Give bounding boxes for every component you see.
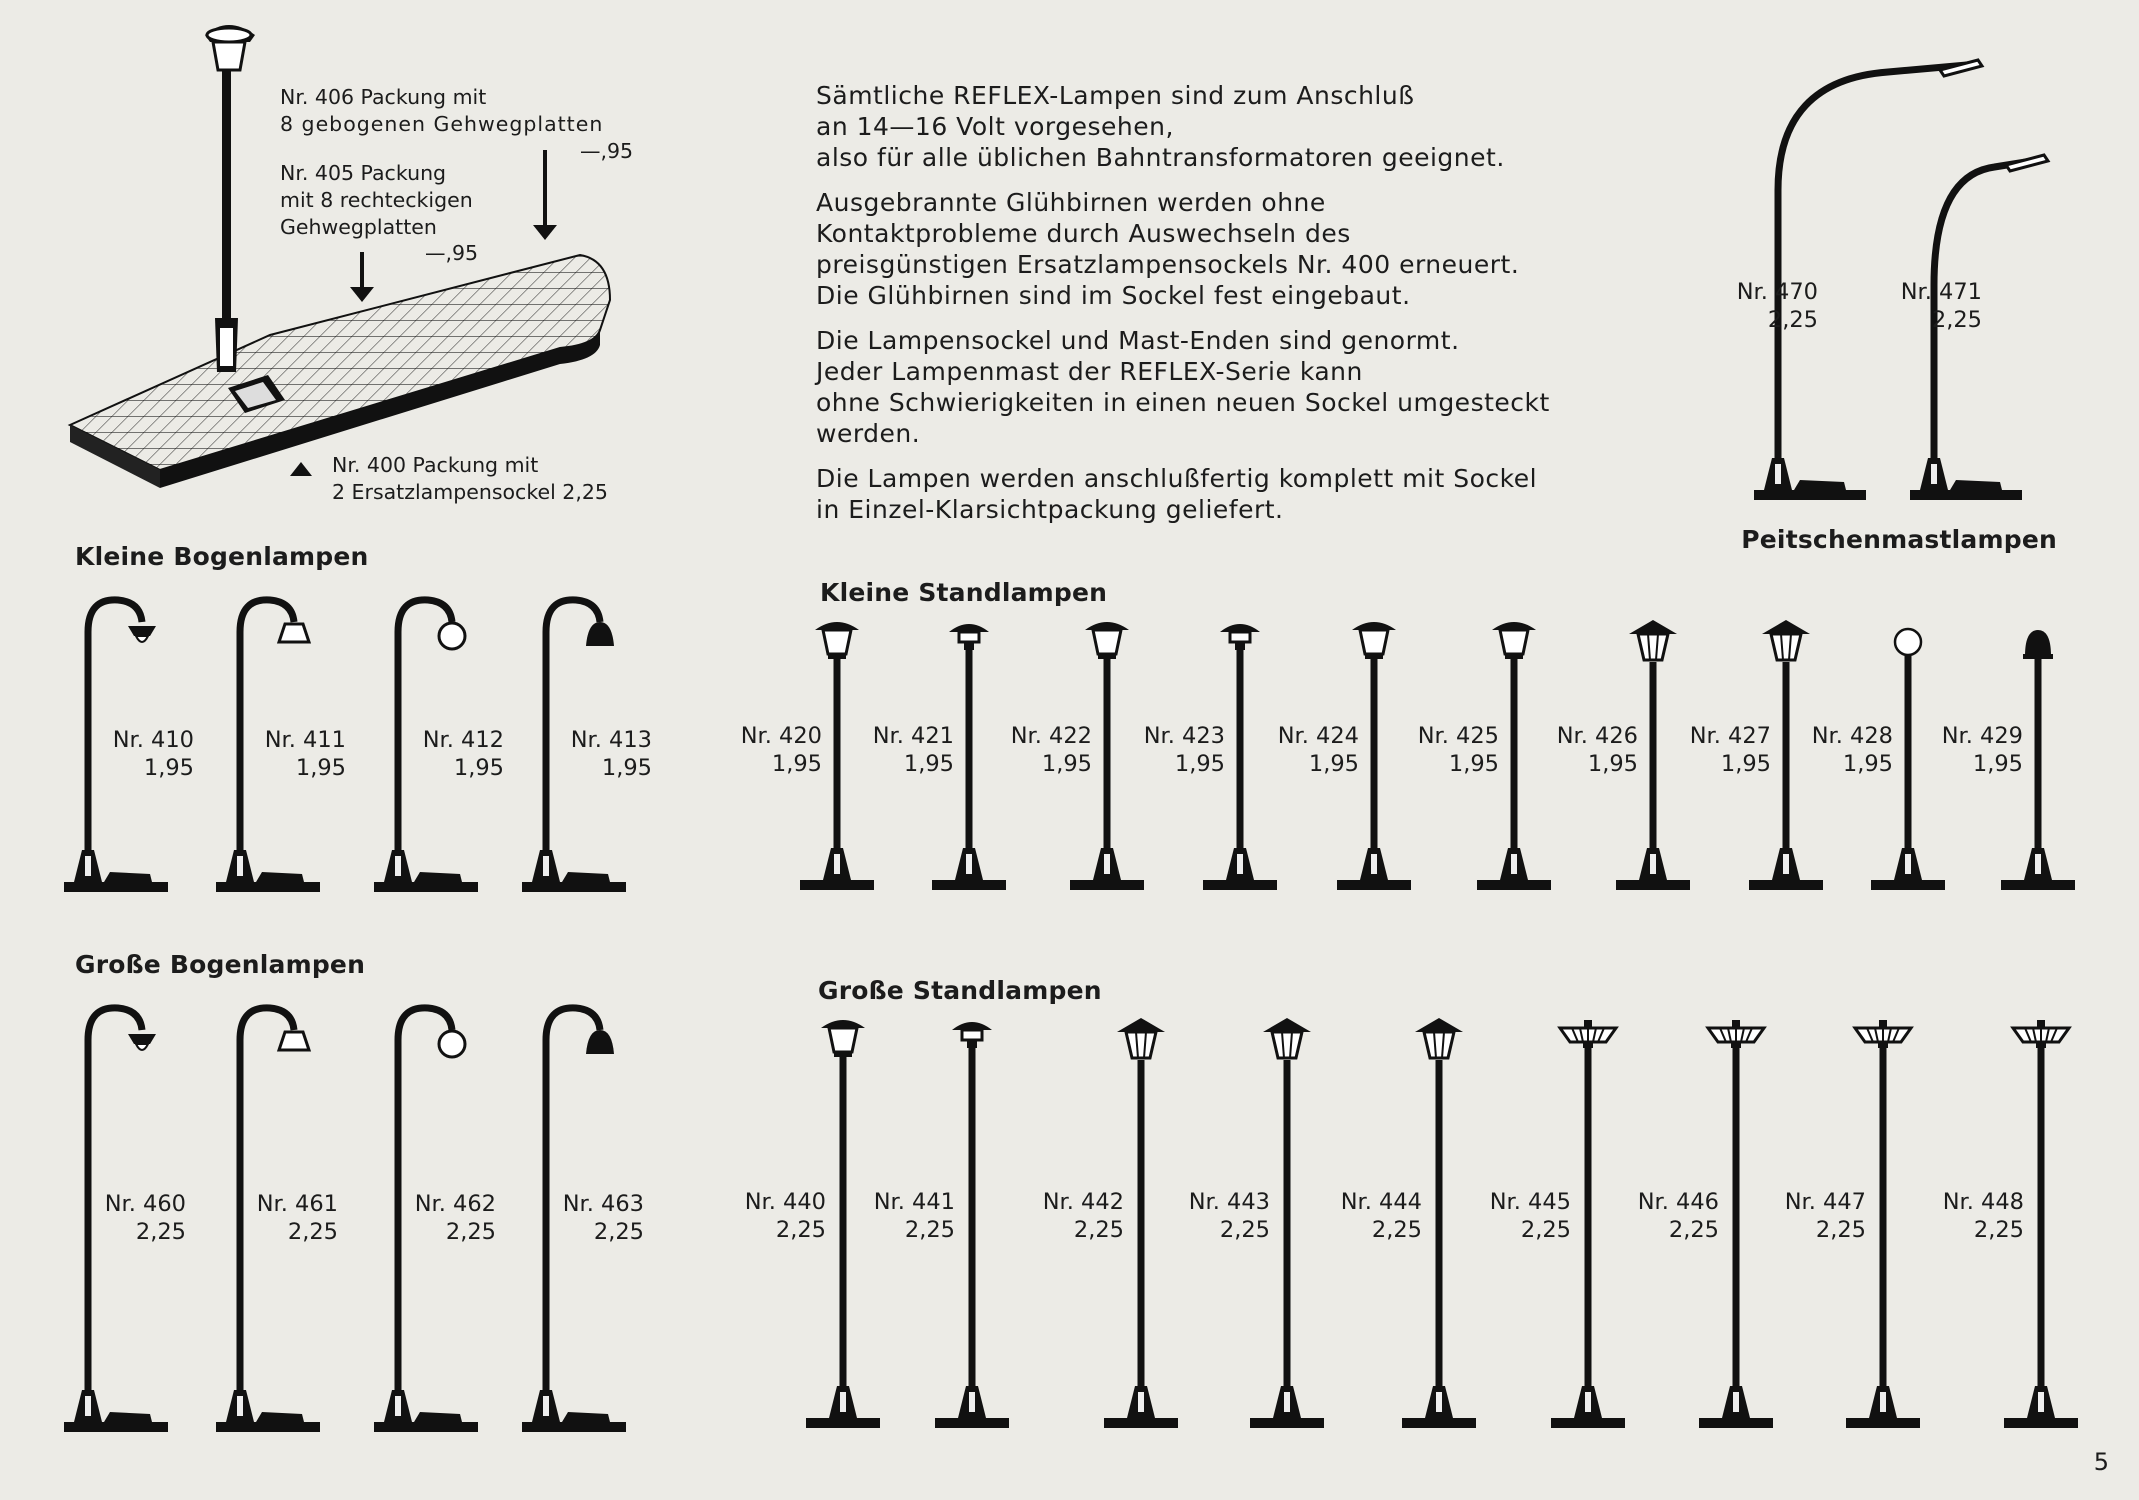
bow-lamp-412-label	[423, 726, 504, 782]
heading-peitschenmastlampen: Peitschenmastlampen	[1741, 525, 2057, 554]
item-price: 2,25	[1668, 1217, 1719, 1243]
item-number: Nr. 445	[1489, 1189, 1571, 1215]
nr400-line1: Nr. 400 Packung mit	[332, 453, 539, 477]
item-price: 1,95	[1720, 751, 1771, 777]
item-price: 2,25	[1520, 1217, 1571, 1243]
item-number: Nr. 446	[1637, 1189, 1719, 1215]
page-number: 5	[2093, 1448, 2109, 1476]
sidewalk-illustration	[0, 0, 640, 520]
item-price: 1,95	[143, 755, 194, 781]
item-number: Nr. 447	[1784, 1189, 1866, 1215]
item-price: 2,25	[904, 1217, 955, 1243]
item-price: 2,25	[135, 1219, 186, 1245]
stand-lamp-440-label	[745, 1188, 826, 1244]
whip-lamp-471-label	[1901, 278, 1982, 334]
item-number: Nr. 410	[112, 727, 194, 753]
stand-lamp-425-label	[1418, 722, 1499, 778]
bow-lamp-411-label	[265, 726, 346, 782]
stand-lamp-447-label	[1785, 1188, 1866, 1244]
item-number: Nr. 421	[872, 723, 954, 749]
bow-lamp-461-label	[257, 1190, 338, 1246]
stand-lamp-420-label	[741, 722, 822, 778]
item-price: 2,25	[1219, 1217, 1270, 1243]
stand-lamp-427-label	[1690, 722, 1771, 778]
item-price: 2,25	[1767, 307, 1818, 333]
item-number: Nr. 427	[1689, 723, 1771, 749]
heading-kleine-standlampen: Kleine Standlampen	[820, 578, 1108, 607]
item-number: Nr. 423	[1143, 723, 1225, 749]
bow-lamp-460-label	[105, 1190, 186, 1246]
item-price: 1,95	[1448, 751, 1499, 777]
stand-lamp-426-label	[1557, 722, 1638, 778]
item-number: Nr. 460	[104, 1191, 186, 1217]
nr406-line1: Nr. 406 Packung mit	[280, 85, 487, 109]
intro-paragraph-2: Ausgebrannte Glühbirnen werden ohne Kontaktprobleme durch Auswechseln des preisgünstigen Ersatzlampensockels Nr. 400 erneuert. Die Glühbirnen sind im Sockel fest eingebaut.	[816, 188, 1520, 310]
item-number: Nr. 463	[562, 1191, 644, 1217]
intro-paragraph-4: Die Lampen werden anschlußfertig komplett mit Sockel in Einzel-Klarsichtpackung geliefert.	[816, 464, 1538, 524]
item-price: 1,95	[1587, 751, 1638, 777]
nr405-text	[280, 160, 473, 241]
item-number: Nr. 462	[414, 1191, 496, 1217]
item-number: Nr. 422	[1010, 723, 1092, 749]
item-number: Nr. 420	[740, 723, 822, 749]
nr406-price: —,95	[580, 139, 634, 163]
item-number: Nr. 442	[1042, 1189, 1124, 1215]
item-price: 2,25	[1815, 1217, 1866, 1243]
item-price: 2,25	[1073, 1217, 1124, 1243]
item-number: Nr. 470	[1736, 279, 1818, 305]
item-number: Nr. 443	[1188, 1189, 1270, 1215]
stand-lamp-442-label	[1043, 1188, 1124, 1244]
nr405-line1: Nr. 405 Packung	[280, 161, 447, 185]
nr405-price: —,95	[425, 241, 479, 265]
item-price: 1,95	[1842, 751, 1893, 777]
stand-lamp-443-label	[1189, 1188, 1270, 1244]
item-price: 1,95	[453, 755, 504, 781]
item-number: Nr. 428	[1811, 723, 1893, 749]
item-number: Nr. 411	[264, 727, 346, 753]
intro-text	[816, 80, 1596, 539]
nr405-line2: mit 8 rechteckigen	[280, 188, 473, 212]
intro-paragraph-1: Sämtliche REFLEX-Lampen sind zum Anschluß an 14—16 Volt vorgesehen, also für alle üblichen Bahntransformatoren geeignet.	[816, 81, 1505, 172]
item-price: 1,95	[1041, 751, 1092, 777]
bow-lamp-462-label	[415, 1190, 496, 1246]
nr406-text	[280, 84, 603, 138]
item-price: 1,95	[771, 751, 822, 777]
item-number: Nr. 461	[256, 1191, 338, 1217]
nr405-line3: Gehwegplatten	[280, 215, 437, 239]
item-price: 2,25	[1371, 1217, 1422, 1243]
item-number: Nr. 425	[1417, 723, 1499, 749]
item-price: 1,95	[1174, 751, 1225, 777]
item-price: 2,25	[1973, 1217, 2024, 1243]
stand-lamp-428-label	[1812, 722, 1893, 778]
item-number: Nr. 412	[422, 727, 504, 753]
item-number: Nr. 440	[744, 1189, 826, 1215]
item-number: Nr. 429	[1941, 723, 2023, 749]
item-number: Nr. 448	[1942, 1189, 2024, 1215]
nr406-line2: 8 gebogenen Gehwegplatten	[280, 112, 604, 136]
item-price: 1,95	[1308, 751, 1359, 777]
item-number: Nr. 441	[873, 1189, 955, 1215]
item-number: Nr. 413	[570, 727, 652, 753]
item-price: 1,95	[295, 755, 346, 781]
stand-lamp-444-label	[1341, 1188, 1422, 1244]
item-number: Nr. 444	[1340, 1189, 1422, 1215]
stand-lamp-445-label	[1490, 1188, 1571, 1244]
item-price: 2,25	[775, 1217, 826, 1243]
item-price: 1,95	[601, 755, 652, 781]
stand-lamp-448-label	[1943, 1188, 2024, 1244]
item-number: Nr. 471	[1900, 279, 1982, 305]
nr400-text	[332, 452, 608, 506]
item-price: 2,25	[287, 1219, 338, 1245]
item-price: 1,95	[903, 751, 954, 777]
item-price: 1,95	[1972, 751, 2023, 777]
bow-lamp-463-label	[563, 1190, 644, 1246]
stand-lamp-421-label	[873, 722, 954, 778]
heading-grosse-standlampen: Große Standlampen	[818, 976, 1102, 1005]
stand-lamp-446-label	[1638, 1188, 1719, 1244]
heading-kleine-bogenlampen: Kleine Bogenlampen	[75, 542, 369, 571]
item-number: Nr. 426	[1556, 723, 1638, 749]
heading-grosse-bogenlampen: Große Bogenlampen	[75, 950, 366, 979]
stand-lamp-422-label	[1011, 722, 1092, 778]
intro-paragraph-3: Die Lampensockel und Mast-Enden sind genormt. Jeder Lampenmast der REFLEX-Serie kann ohne Schwierigkeiten in einen neuen Sockel umgesteckt werden.	[816, 326, 1550, 448]
stand-lamp-441-label	[874, 1188, 955, 1244]
item-price: 2,25	[1931, 307, 1982, 333]
item-price: 2,25	[593, 1219, 644, 1245]
item-number: Nr. 424	[1277, 723, 1359, 749]
stand-lamp-424-label	[1278, 722, 1359, 778]
nr400-line2: 2 Ersatzlampensockel 2,25	[332, 480, 608, 504]
stand-lamp-429-label	[1942, 722, 2023, 778]
item-price: 2,25	[445, 1219, 496, 1245]
bow-lamp-410-label	[113, 726, 194, 782]
bow-lamp-413-label	[571, 726, 652, 782]
stand-lamp-423-label	[1144, 722, 1225, 778]
whip-lamp-470-label	[1737, 278, 1818, 334]
